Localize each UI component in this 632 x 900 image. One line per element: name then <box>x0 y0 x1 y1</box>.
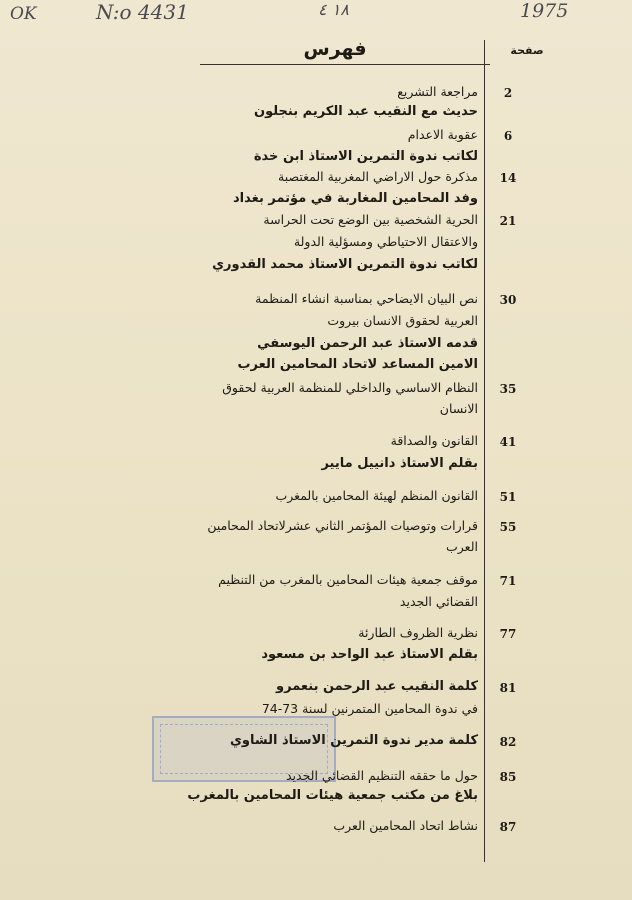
entry-line: قرارات وتوصيات المؤتمر الثاني عشرلاتحاد المحامين <box>207 518 478 533</box>
entry-page-number: 55 <box>499 520 517 534</box>
entry-line: حول ما حققه التنظيم القضائي الجديد <box>286 768 478 783</box>
page-column-label: صفحة <box>510 44 544 57</box>
entry-line: بلاغ من مكتب جمعية هيئات المحامين بالمغرب <box>187 788 478 803</box>
entry-line: عقوبة الاعدام <box>407 127 478 142</box>
entry-line: العربية لحقوق الانسان بيروت <box>327 313 478 328</box>
entry-line: القانون المنظم لهيئة المحامين بالمغرب <box>275 488 478 503</box>
entry-line: والاعتقال الاحتياطي ومسؤلية الدولة <box>293 234 478 249</box>
entry-line: مذكرة حول الاراضي المغربية المغتصبة <box>278 169 478 184</box>
entry-line: لكاتب ندوة التمرين الاستاذ ابن خدة <box>253 149 478 164</box>
entry-page-number: 81 <box>499 681 517 695</box>
entry-line: نظرية الظروف الطارئة <box>358 625 478 640</box>
entry-page-number: 14 <box>499 171 517 185</box>
entry-line: وفد المحامين المغاربة في مؤتمر بغداد <box>232 191 478 206</box>
entry-line: نص البيان الايضاحي بمناسبة انشاء المنظمة <box>255 291 478 306</box>
handwritten-catalog-number: N:o 4431 <box>96 0 189 24</box>
entry-line: نشاط اتحاد المحامين العرب <box>333 818 478 833</box>
entry-page-number: 51 <box>499 490 517 504</box>
entry-page-number: 87 <box>499 820 517 834</box>
entry-line: في ندوة المحامين المتمرنين لسنة 73-74 <box>261 701 478 716</box>
entry-page-number: 77 <box>499 627 517 641</box>
entry-line: الحرية الشخصية بين الوضع تحت الحراسة <box>263 212 478 227</box>
entry-line: لكاتب ندوة التمرين الاستاذ محمد القدوري <box>212 257 478 272</box>
entry-line: الانسان <box>439 401 478 416</box>
entry-line: بقلم الاستاذ عبد الواحد بن مسعود <box>261 647 478 662</box>
entry-line: العرب <box>446 539 478 554</box>
entry-line: مراجعة التشريع <box>397 84 478 99</box>
entry-page-number: 85 <box>499 770 517 784</box>
toc-title: فهرس <box>303 38 367 60</box>
handwritten-ok: OK <box>10 4 37 24</box>
entry-line: بقلم الاستاذ دانييل مايير <box>321 456 478 471</box>
entry-line: كلمة مدير ندوة التمرين الاستاذ الشاوي <box>229 733 478 748</box>
entry-line: النظام الاساسي والداخلي للمنظمة العربية لحقوق <box>222 380 478 395</box>
entry-line: قدمه الاستاذ عبد الرحمن اليوسفي <box>257 336 478 351</box>
entry-line: كلمة النقيب عبد الرحمن بنعمرو <box>276 679 478 694</box>
entry-line: الامين المساعد لاتحاد المحامين العرب <box>237 357 478 372</box>
entry-page-number: 2 <box>503 86 513 100</box>
column-divider <box>484 40 485 862</box>
entry-page-number: 71 <box>499 574 517 588</box>
entry-page-number: 41 <box>499 435 517 449</box>
entry-page-number: 82 <box>499 735 517 749</box>
handwritten-year: 1975 <box>520 0 569 22</box>
handwritten-arabic-note: ١٨ ٤ <box>318 0 349 19</box>
entry-line: موقف جمعية هيئات المحامين بالمغرب من التنظيم <box>218 572 478 587</box>
entry-line: حديث مع النقيب عبد الكريم بنجلون <box>253 104 478 119</box>
entry-page-number: 21 <box>499 214 517 228</box>
entry-page-number: 6 <box>503 129 513 143</box>
entry-line: القانون والصداقة <box>390 433 478 448</box>
title-underline <box>200 64 490 65</box>
entry-line: القضائي الجديد <box>399 594 478 609</box>
entry-page-number: 35 <box>499 382 517 396</box>
entry-page-number: 30 <box>499 293 517 307</box>
